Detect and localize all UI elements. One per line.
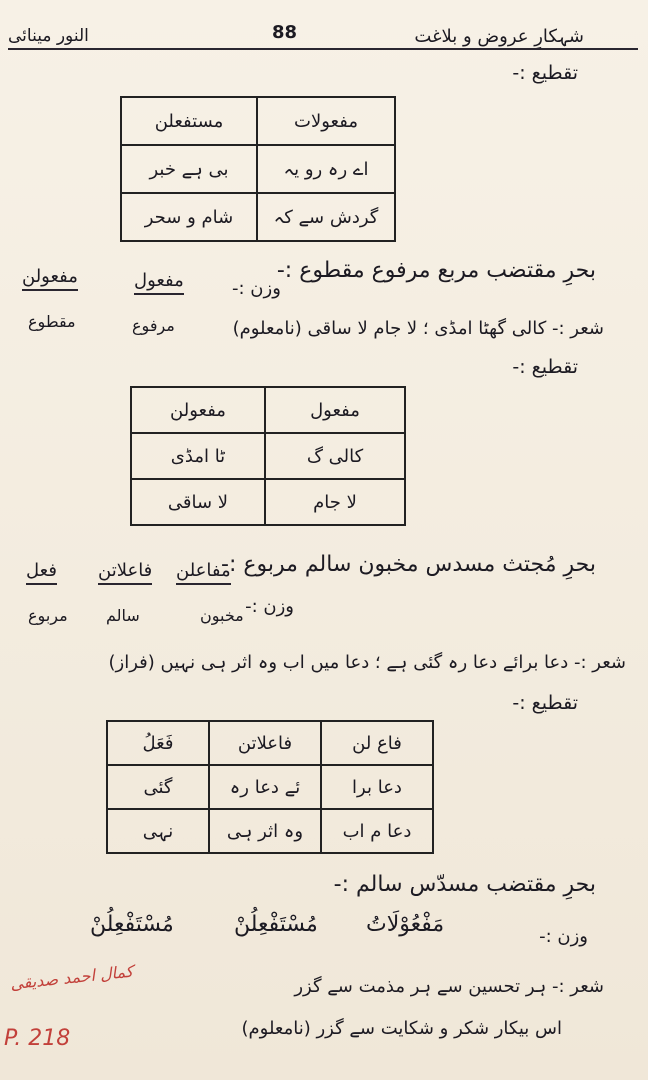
header-rule xyxy=(8,48,638,50)
bahr-title-2: بحرِ مقتضب مربع مرفوع مقطوع :- xyxy=(276,258,596,283)
table1-cell-2-1: شام و سحر xyxy=(121,193,257,241)
table3-cell-1-2: گئی xyxy=(107,765,209,809)
taqti-table-1 xyxy=(120,96,396,242)
table3-cell-1-0: دعا برا xyxy=(321,765,433,809)
table1-cell-1-0: اے رہ رو یہ xyxy=(257,145,395,193)
stamp-number: P. 218 xyxy=(4,1026,71,1051)
wazn-2-foot-1: مفعول xyxy=(134,270,184,295)
table3-cell-2-0: دعا م اب xyxy=(321,809,433,853)
taqti-heading-2: تقطیع :- xyxy=(512,356,578,378)
signature-stamp: کمال احمد صدیقی xyxy=(9,961,135,994)
table1-cell-0-0: مفعولات xyxy=(257,97,395,145)
table3-cell-1-1: ئے دعا رہ xyxy=(209,765,321,809)
table3-cell-0-2: فَعَلُ xyxy=(107,721,209,765)
wazn-3-sub-3: مربوع xyxy=(28,606,68,625)
table1-cell-1-1: بی ہے خبر xyxy=(121,145,257,193)
table3-cell-2-2: نہی xyxy=(107,809,209,853)
table2-cell-1-0: کالی گ xyxy=(265,433,405,479)
taqti-heading-3: تقطیع :- xyxy=(512,692,578,714)
bahr-title-4: بحرِ مقتضب مسدّس سالم :- xyxy=(333,872,596,897)
wazn-3-sub-1: مخبون xyxy=(200,606,244,625)
table2-cell-0-1: مفعولن xyxy=(131,387,265,433)
header-author: النور مینائی xyxy=(8,26,89,46)
wazn-4-foot-1: مَفْعُوْلَاتُ xyxy=(366,912,445,937)
wazn-3-foot-3: فعل xyxy=(26,560,57,585)
wazn-label-2: وزن :- xyxy=(232,278,281,299)
taqti-heading-1: تقطیع :- xyxy=(512,62,578,84)
table3-cell-0-1: فاعلاتن xyxy=(209,721,321,765)
table3-cell-2-1: وہ اثر ہی xyxy=(209,809,321,853)
wazn-2-foot-2: مفعولن xyxy=(22,266,78,291)
table1-cell-2-0: گردش سے کہ xyxy=(257,193,395,241)
header-book-title: شہکارِ عروض و بلاغت xyxy=(414,26,584,47)
table3-cell-0-0: فاع لن xyxy=(321,721,433,765)
wazn-label-4: وزن :- xyxy=(539,926,588,947)
wazn-2-sub-2: مقطوع xyxy=(28,312,76,331)
wazn-label-3: وزن :- xyxy=(245,596,294,617)
wazn-3-foot-2: فاعلاتن xyxy=(98,560,152,585)
wazn-2-sub-1: مرفوع xyxy=(132,316,175,335)
taqti-table-2 xyxy=(130,386,406,526)
taqti-table-3 xyxy=(106,720,434,854)
wazn-3-sub-2: سالم xyxy=(106,606,140,625)
table2-cell-0-0: مفعول xyxy=(265,387,405,433)
table2-cell-2-0: لا جام xyxy=(265,479,405,525)
sher-4-line-2: اس بیکار شکر و شکایت سے گزر (نامعلوم) xyxy=(241,1018,562,1039)
wazn-4-foot-2: مُسْتَفْعِلُنْ xyxy=(234,912,318,937)
sher-3: شعر :- دعا برائے دعا رہ گئی ہے ؛ دعا میں اب وہ اثر ہی نہیں (فراز) xyxy=(108,652,626,673)
wazn-4-foot-3: مُسْتَفْعِلُنْ xyxy=(90,912,174,937)
table1-cell-0-1: مستفعلن xyxy=(121,97,257,145)
bahr-title-3: بحرِ مُجتث مسدس مخبون سالم مربوع :- xyxy=(221,552,596,577)
page-number: 88 xyxy=(272,22,298,43)
sher-4-line-1: شعر :- ہر تحسین سے ہر مذمت سے گزر xyxy=(294,976,604,997)
sher-2: شعر :- کالی گھٹا امڈی ؛ لا جام لا ساقی (نامعلوم) xyxy=(232,318,604,339)
table2-cell-2-1: لا ساقی xyxy=(131,479,265,525)
wazn-3-foot-1: مفاعلن xyxy=(176,560,231,585)
table2-cell-1-1: ٹا امڈی xyxy=(131,433,265,479)
